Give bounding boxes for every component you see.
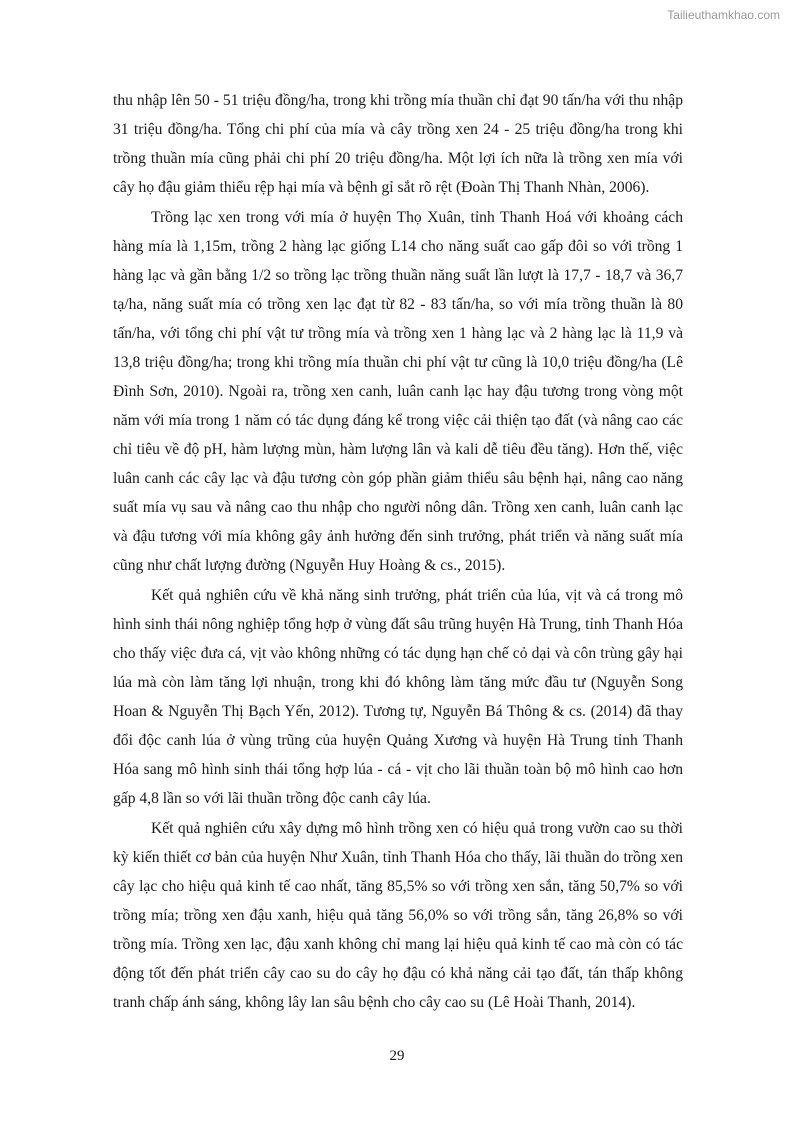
watermark-text: Tailieuthamkhao.com (667, 8, 780, 22)
page-number: 29 (389, 1048, 405, 1064)
paragraph: Kết quả nghiên cứu xây dựng mô hình trồng xen có hiệu quả trong vườn cao su thời kỳ kiến thiết cơ bản của huyện Như Xuân, tỉnh Thanh Hóa cho thấy, lãi thuần do trồng xen cây lạc cho hiệu quả kinh tế cao nhất, tăng 85,5% so với trồng xen sắn, tăng 50,7% so với trồng mía; trồng xen đậu xanh, hiệu quả tăng 56,0% so với trồng sắn, tăng 26,8% so với trồng mía. Trồng xen lạc, đậu xanh không chỉ mang lại hiệu quả kinh tế cao mà còn có tác động tốt đến phát triển cây cao su do cây họ đậu có khả năng cải tạo đất, tán thấp không tranh chấp ánh sáng, không lây lan sâu bệnh cho cây cao su (Lê Hoài Thanh, 2014). (113, 820, 683, 1011)
paragraph: Kết quả nghiên cứu về khả năng sinh trưởng, phát triển của lúa, vịt và cá trong mô hình sinh thái nông nghiệp tổng hợp ở vùng đất sâu trũng huyện Hà Trung, tỉnh Thanh Hóa cho thấy việc đưa cá, vịt vào không những có tác dụng hạn chế cỏ dại và côn trùng gây hại lúa mà còn làm tăng lợi nhuận, trong khi đó không làm tăng mức đầu tư (Nguyễn Song Hoan & Nguyễn Thị Bạch Yến, 2012). Tương tự, Nguyễn Bá Thông & cs. (2014) đã thay đổi độc canh lúa ở vùng trũng của huyện Quảng Xương và huyện Hà Trung tỉnh Thanh Hóa sang mô hình sinh thái tổng hợp lúa - cá - vịt cho lãi thuần toàn bộ mô hình cao hơn gấp 4,8 lần so với lãi thuần trồng độc canh cây lúa. (113, 587, 683, 807)
paragraph: Trồng lạc xen trong với mía ở huyện Thọ Xuân, tỉnh Thanh Hoá với khoảng cách hàng mía là 1,15m, trồng 2 hàng lạc giống L14 cho năng suất cao gấp đôi so với trồng 1 hàng lạc và gần bằng 1/2 so trồng lạc trồng thuần năng suất lần lượt là 17,7 - 18,7 và 36,7 tạ/ha, năng suất mía có trồng xen lạc đạt từ 82 - 83 tấn/ha, so với mía trồng thuần là 80 tấn/ha, với tổng chi phí vật tư trồng mía và trồng xen 1 hàng lạc và 2 hàng lạc là 11,9 và 13,8 triệu đồng/ha; trong khi trồng mía thuần chi phí vật tư cũng là 10,0 triệu đồng/ha (Lê Đình Sơn, 2010). Ngoài ra, trồng xen canh, luân canh lạc hay đậu tương trong vòng một năm với mía trong 1 năm có tác dụng đáng kể trong việc cải thiện tạo đất (và nâng cao các chỉ tiêu về độ pH, hàm lượng mùn, hàm lượng lân và kali dễ tiêu đều tăng). Hơn thế, việc luân canh các cây lạc và đậu tương còn góp phần giảm thiểu sâu bệnh hại, nâng cao năng suất mía vụ sau và nâng cao thu nhập cho người nông dân. Trồng xen canh, luân canh lạc và đậu tương với mía không gây ảnh hưởng đến sinh trưởng, phát triển và năng suất mía cũng như chất lượng đường (Nguyễn Huy Hoàng & cs., 2015). (113, 209, 683, 574)
document-content (113, 86, 683, 1018)
paragraph-continuation: thu nhập lên 50 - 51 triệu đồng/ha, trong khi trồng mía thuần chỉ đạt 90 tấn/ha với thu nhập 31 triệu đồng/ha. Tổng chi phí của mía và cây trồng xen 24 - 25 triệu đồng/ha trong khi trồng thuần mía cũng phải chi phí 20 triệu đồng/ha. Một lợi ích nữa là trồng xen mía với cây họ đậu giảm thiểu rệp hại mía và bệnh gỉ sắt rõ rệt (Đoàn Thị Thanh Nhàn, 2006). (113, 92, 683, 196)
